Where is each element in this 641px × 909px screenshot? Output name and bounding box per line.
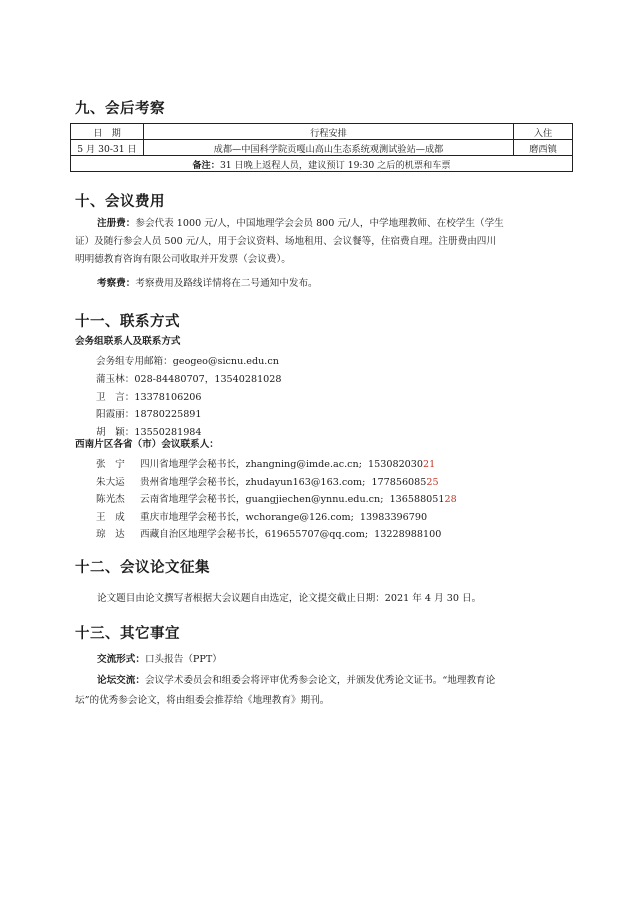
row-plan: 成都—中国科学院贡嘎山高山生态系统观测试验站—成都 — [144, 140, 514, 156]
section-12-title: 十二、会议论文征集 — [75, 560, 210, 576]
regional-contact-row: 张 宁 四川省地理学会秘书长，zhangning@imde.ac.cn; 15308203021 — [96, 459, 436, 470]
table-header-row — [71, 124, 573, 140]
header-stay: 入住 — [514, 124, 573, 140]
note-text: 31 日晚上返程人员，建议预订 19:30 之后的机票和车票 — [219, 159, 451, 171]
section-9-title: 九、会后考察 — [75, 101, 165, 117]
registration-fee-line-1: 注册费：参会代表 1000 元/人，中国地理学会会员 800 元/人，中学地理教师、在校学生（学生 — [97, 218, 504, 229]
regional-contact-row: 琼 达 西藏自治区地理学会秘书长，619655707@qq.com; 13228988100 — [96, 529, 442, 540]
registration-fee-line-3: 明明德教育咨询有限公司收取并开发票（会议费）。 — [75, 254, 291, 265]
schedule-table — [70, 123, 573, 172]
section-11-title: 十一、联系方式 — [75, 314, 180, 330]
office-contact-row: 阳霞丽：18780225891 — [96, 409, 202, 420]
tour-fee-label: 考察费： — [97, 278, 136, 289]
row-date: 5 月 30-31 日 — [71, 140, 144, 156]
forum-exchange-label: 论坛交流： — [97, 675, 145, 686]
office-contact-email: 会务组专用邮箱：geogeo@sicnu.edu.cn — [96, 356, 279, 367]
forum-exchange-line-2: 坛”的优秀参会论文，将由组委会推荐给《地理教育》期刊。 — [75, 695, 330, 706]
registration-fee-label: 注册费： — [97, 218, 136, 229]
office-contact-row: 蒲玉林：028-84480707，13540281028 — [96, 374, 282, 385]
regional-contact-row: 陈光杰 云南省地理学会秘书长，guangjiechen@ynnu.edu.cn; 13658805128 — [96, 494, 457, 505]
note-label: 备注： — [192, 159, 220, 171]
exchange-form-label: 交流形式： — [97, 654, 145, 665]
regional-contacts-heading: 西南片区各省（市）会议联系人： — [75, 439, 219, 450]
table-note-row — [71, 156, 573, 172]
office-contact-row: 卫 言：13378106206 — [96, 392, 202, 403]
section-13-title: 十三、其它事宜 — [75, 626, 180, 642]
header-plan: 行程安排 — [144, 124, 514, 140]
registration-fee-line-2: 证）及随行参会人员 500 元/人，用于会议资料、场地租用、会议餐等，住宿费自理。注册费由四川 — [75, 236, 496, 247]
note-cell — [71, 156, 573, 172]
regional-contact-row: 朱大运 贵州省地理学会秘书长，zhudayun163@163.com; 17785608525 — [96, 477, 439, 488]
office-contacts-heading: 会务组联系人及联系方式 — [75, 336, 181, 347]
office-contact-row: 胡 颖：13550281984 — [96, 427, 202, 438]
forum-exchange-line-1: 论坛交流：会议学术委员会和组委会将评审优秀参会论文，并颁发优秀论文证书。“地理教育论 — [97, 675, 496, 686]
paper-call-text: 论文题目由论文撰写者根据大会议题自由选定，论文提交截止日期：2021 年 4 月 30 日。 — [97, 593, 482, 604]
regional-contact-row: 王 成 重庆市地理学会秘书长，wchorange@126.com; 13983396790 — [96, 512, 428, 523]
tour-fee: 考察费：考察费用及路线详情将在二号通知中发布。 — [97, 278, 318, 289]
exchange-form: 交流形式：口头报告（PPT） — [97, 654, 222, 665]
table-row — [71, 140, 573, 156]
row-stay: 磨西镇 — [514, 140, 573, 156]
header-date: 日 期 — [71, 124, 144, 140]
section-10-title: 十、会议费用 — [75, 194, 165, 210]
